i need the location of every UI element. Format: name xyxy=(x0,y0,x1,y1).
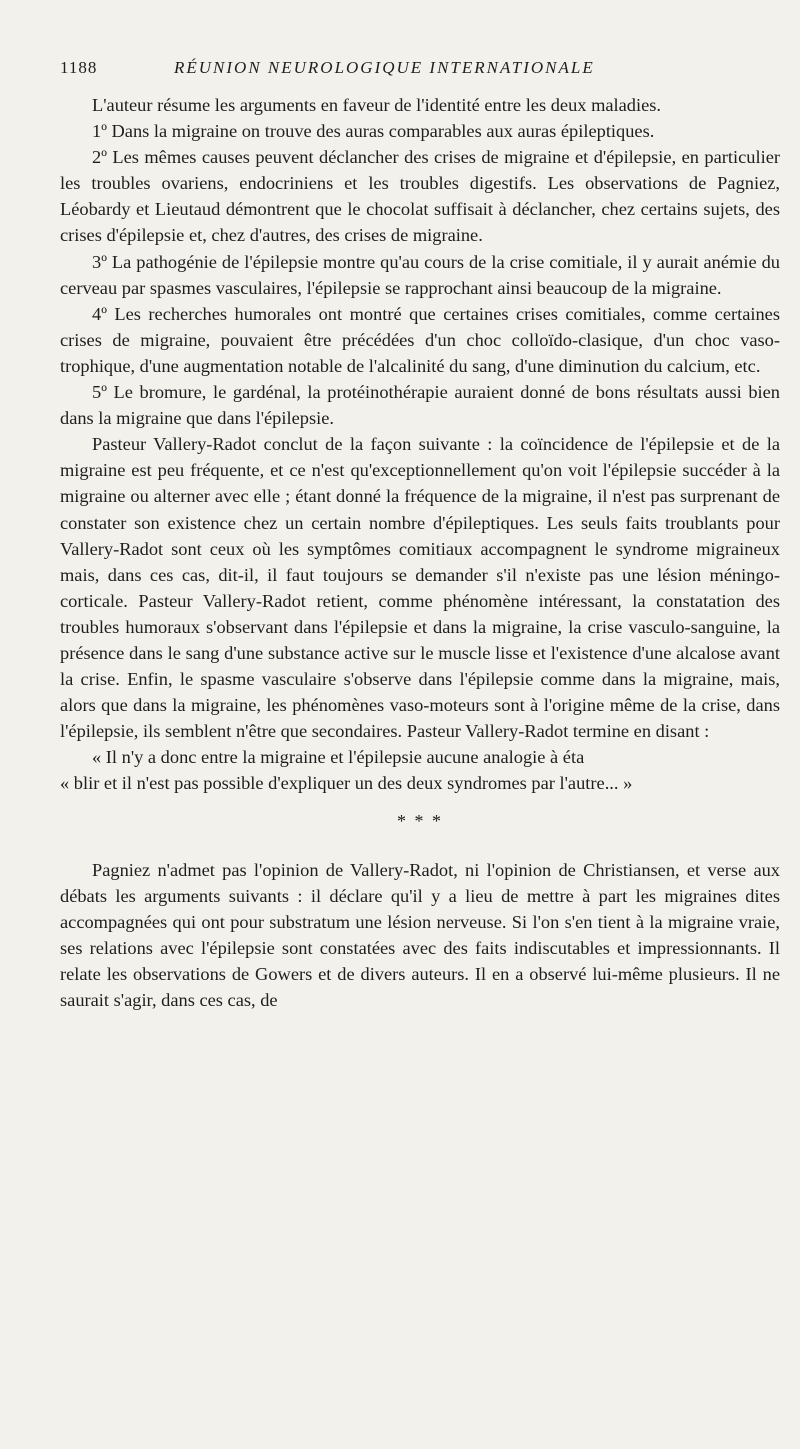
paragraph-argument-4: 4º Les recherches humorales ont montré que certaines crises comitiales, comme certaines crises de migraine, pouvaient être précédées d'un choc colloïdo-clasique, d'un choc vaso-trophique, d'une augmentation notable de l'alcalinité du sang, d'une diminution du calcium, etc. xyxy=(60,303,780,376)
paragraph-quote-1: « Il n'y a donc entre la migraine et l'épilepsie aucune analogie à éta xyxy=(92,747,585,768)
running-title: RÉUNION NEUROLOGIQUE INTERNATIONALE xyxy=(174,58,595,77)
paragraph-quote-2: « blir et il n'est pas possible d'expliquer un des deux syndromes par l'autre... » xyxy=(60,773,633,794)
paragraph-pagniez: Pagniez n'admet pas l'opinion de Vallery-Radot, ni l'opinion de Christiansen, et verse aux débats les arguments suivants : il déclare qu'il y a lieu de mettre à part les migraines dites accompagnées qui ont pour substratum une lésion nerveuse. Si l'on s'en tient à la migraine vraie, ses relations avec l'épilepsie sont constatées avec des faits indiscutables et impressionnants. Il relate les observations de Gowers et de divers auteurs. Il en a observé lui-même plusieurs. Il ne saurait s'agir, dans ces cas, de xyxy=(60,859,780,1010)
body-text xyxy=(60,92,780,1013)
document-page xyxy=(60,58,780,1013)
page-number: 1188 xyxy=(60,58,98,77)
paragraph-intro: L'auteur résume les arguments en faveur de l'identité entre les deux maladies. xyxy=(92,95,662,115)
paragraph-argument-5: 5º Le bromure, le gardénal, la protéinothérapie auraient donné de bons résultats aussi bien dans la migraine que dans l'épilepsie. xyxy=(60,382,780,429)
paragraph-argument-3: 3º La pathogénie de l'épilepsie montre qu'au cours de la crise comitiale, il y aurait anémie du cerveau par spasmes vasculaires, l'épilepsie se rapprochant ainsi beaucoup de la migraine. xyxy=(60,251,780,298)
paragraph-argument-2: 2º Les mêmes causes peuvent déclancher des crises de migraine et d'épilepsie, en particulier les troubles ovariens, endocriniens et les troubles digestifs. Les observations de Pagniez, Léobardy et Lieutaud démontrent que le chocolat suffisait à déclancher, chez certains sujets, des crises d'épilepsie et, chez d'autres, des crises de migraine. xyxy=(60,147,780,246)
paragraph-argument-1: 1º Dans la migraine on trouve des auras comparables aux auras épileptiques. xyxy=(92,121,655,142)
page-header xyxy=(60,58,780,86)
paragraph-conclusion: Pasteur Vallery-Radot conclut de la façon suivante : la coïncidence de l'épilepsie et de la migraine est peu fréquente, et ce n'est qu'exceptionnellement qu'on voit l'épilepsie succéder à la migraine ou alterner avec elle ; étant donné la fréquence de la migraine, il n'est pas surprenant de constater son existence chez un certain nombre d'épileptiques. Les seuls faits troublants pour Vallery-Radot sont ceux où les symptômes comitiaux accompagnent le syndrome migraineux mais, dans ces cas, dit-il, il faut toujours se demander s'il n'existe pas une lésion méningo-corticale. Pasteur Vallery-Radot retient, comme phénomène intéressant, la constatation des troubles humoraux s'observant dans l'épilepsie et dans la migraine, la crise vasculo-sanguine, la présence dans le sang d'une substance active sur le muscle lisse et l'existence d'une alcalose avant la crise. Enfin, le spasme vasculaire s'observe dans l'épilepsie comme dans la migraine, mais, alors que dans la migraine, les phénomènes vaso-moteurs sont à l'origine même de la crise, dans l'épilepsie, ils semblent n'être que secondaires. Pasteur Vallery-Radot termine en disant : xyxy=(60,434,780,742)
section-separator: * * * xyxy=(397,810,443,831)
